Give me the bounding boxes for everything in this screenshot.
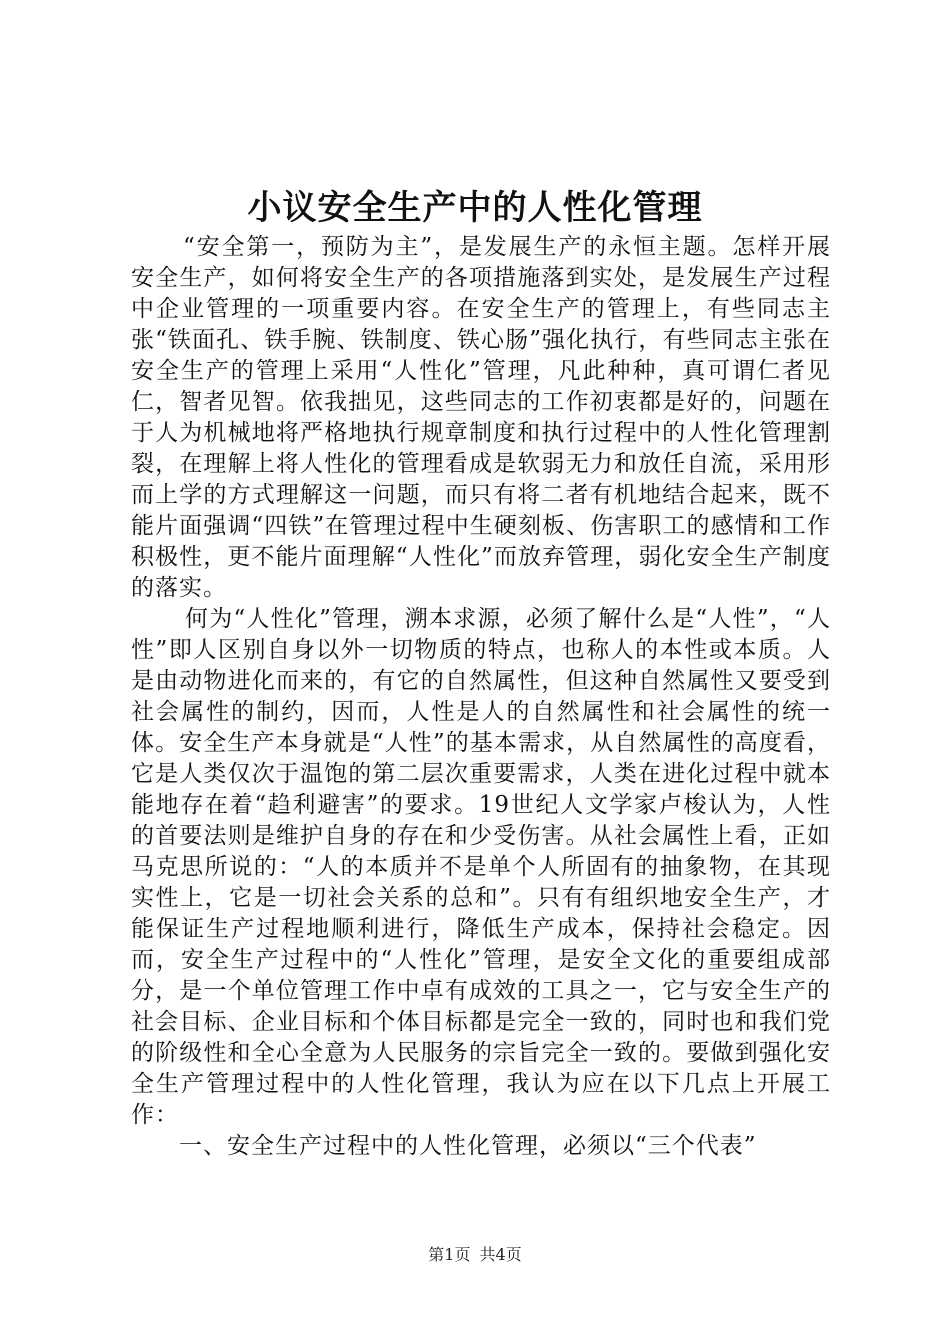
page-footer xyxy=(0,1244,950,1266)
page-number-total: 共4页 xyxy=(479,1245,522,1264)
document-title: 小议安全生产中的人性化管理 xyxy=(247,188,703,228)
page-number-current: 第1页 xyxy=(428,1245,471,1264)
paragraph-3: 一、安全生产过程中的人性化管理，必须以“三个代表” xyxy=(179,1133,757,1159)
paragraph-2: 何为“人性化”管理，溯本求源，必须了解什么是“人性”，“人性”即人区别自身以外一切物质的特点，也称人的本性或本质。人是由动物进化而来的，有它的自然属性，但这种自然属性又要受到社会属性的制约，因而，人性是人的自然属性和社会属性的统一体。安全生产本身就是“人性”的基本需求，从自然属性的高度看，它是人类仅次于温饱的第二层次重要需求，人类在进化过程中就本能地存在着“趋利避害”的要求。19世纪人文学家卢梭认为，人性的首要法则是维护自身的存在和少受伤害。从社会属性上看，正如马克思所说的：“人的本质并不是单个人所固有的抽象物，在其现实性上，它是一切社会关系的总和”。只有有组织地安全生产，才能保证生产过程地顺利进行，降低生产成本，保持社会稳定。因而，安全生产过程中的“人性化”管理，是安全文化的重要组成部分，是一个单位管理工作中卓有成效的工具之一，它与安全生产的社会目标、企业目标和个体目标都是完全一致的，同时也和我们党的阶级性和全心全意为人民服务的宗旨完全一致的。要做到强化安全生产管理过程中的人性化管理，我认为应在以下几点上开展工作： xyxy=(131,606,831,1128)
paragraph-1: “安全第一，预防为主”，是发展生产的永恒主题。怎样开展安全生产，如何将安全生产的各项措施落到实处，是发展生产过程中企业管理的一项重要内容。在安全生产的管理上，有些同志主张“铁面孔、铁手腕、铁制度、铁心肠”强化执行，有些同志主张在安全生产的管理上采用“人性化”管理，凡此种种，真可谓仁者见仁，智者见智。依我拙见，这些同志的工作初衷都是好的，问题在于人为机械地将严格地执行规章制度和执行过程中的人性化管理割裂，在理解上将人性化的管理看成是软弱无力和放任自流，采用形而上学的方式理解这一问题，而只有将二者有机地结合起来，既不能片面强调“四铁”在管理过程中生硬刻板、伤害职工的感情和工作积极性，更不能片面理解“人性化”而放弃管理，弱化安全生产制度的落实。 xyxy=(131,234,831,601)
document-body xyxy=(131,232,831,1162)
